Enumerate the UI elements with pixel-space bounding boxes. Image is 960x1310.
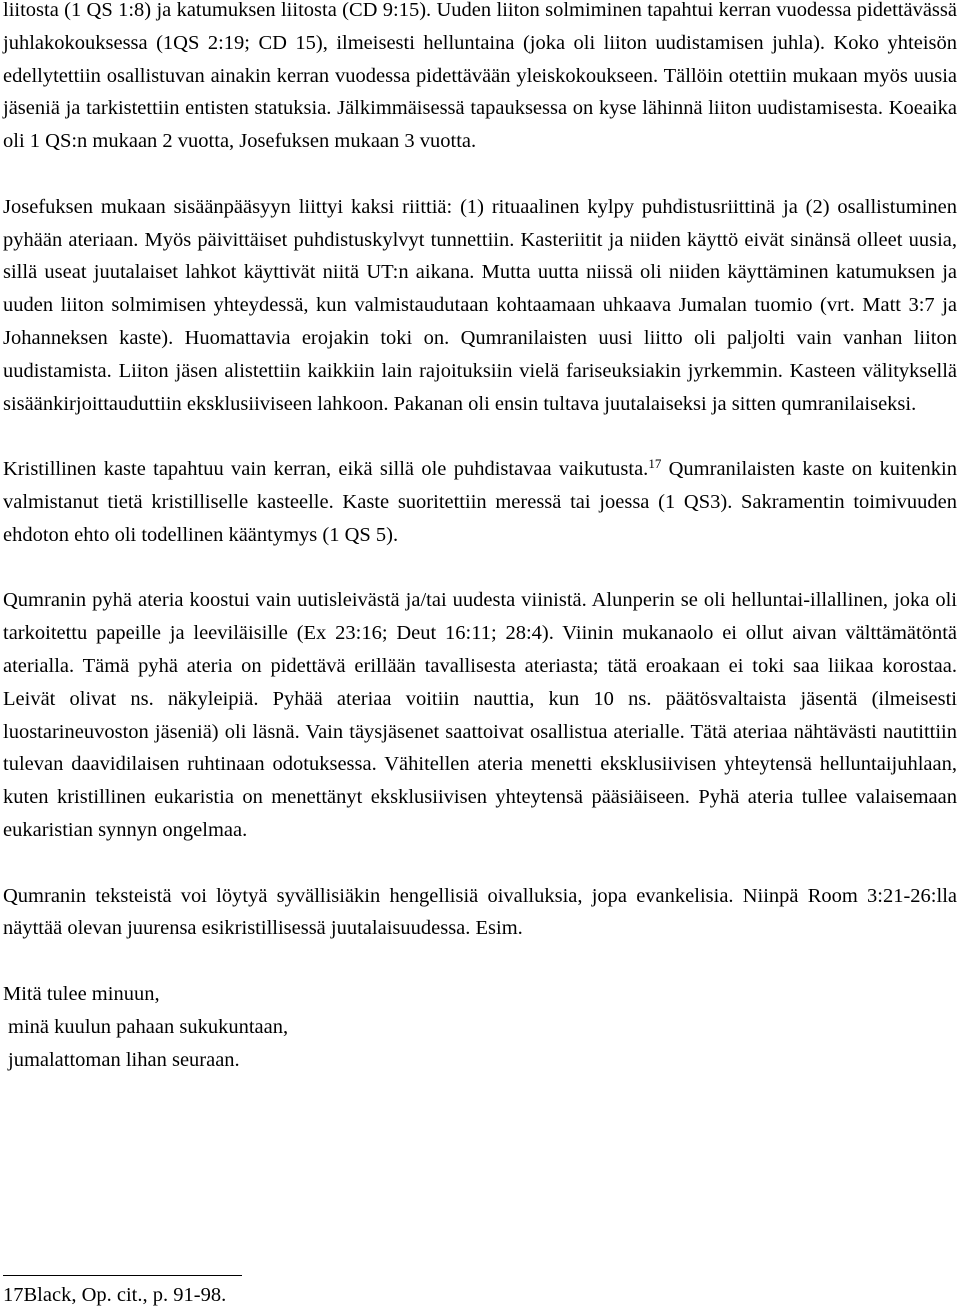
poem-line: Mitä tulee minuun,	[3, 982, 160, 1005]
paragraph-entry-rites: Josefuksen mukaan sisäänpääsyyn liittyi kaksi riittiä: (1) rituaalinen kylpy puhdistusriittinä ja (2) osallistuminen pyhään ateriaan. Myös päivittäiset puhdistuskylvyt tunnettiin. Kasteriitit ja niiden käyttö eivät sinänsä olleet uusia, sillä useat juutalaiset lahkot käyttivät niitä UT:n aikana. Mutta uutta niissä oli niiden käyttäminen katumuksen ja uuden liiton solmimisen yhteydessä, kun valmistaudutaan kohtaamaan uhkaava Jumalan tuomio (vrt. Matt 3:7 ja Johanneksen kaste). Huomattavia erojakin toki on. Qumranilaisten uusi liitto oli paljolti vain vanhan liiton uudistamista. Liiton jäsen alistettiin kaikkiin lain rajoituksiin vielä fariseuksiakin jyrkemmin. Kasteen välityksellä sisäänkirjoittauduttiin eksklusiiviseen lahkoon. Pakanan oli ensin tultava juutalaiseksi ja sitten qumranilaiseksi.	[3, 195, 957, 415]
footnote: 17Black, Op. cit., p. 91-98.	[3, 1284, 227, 1306]
poem-line: minä kuulun pahaan sukukuntaan,	[8, 1015, 289, 1038]
document-page	[3, 0, 957, 1076]
footnote-separator	[3, 1275, 242, 1276]
paragraph-spiritual-insights: Qumranin teksteistä voi löytyä syvällisiäkin hengellisiä oivalluksia, jopa evankelisia. Niinpä Room 3:21-26:lla näyttää olevan juurensa esikristillisessä juutalaisuudessa. Esim.	[3, 884, 957, 940]
paragraph-covenant-renewal: liitosta (1 QS 1:8) ja katumuksen liitosta (CD 9:15). Uuden liiton solmiminen tapahtui kerran vuodessa pidettävässä juhlakokouksessa (1QS 2:19; CD 15), ilmeisesti helluntaina (joka oli liiton uudistamisen juhla). Koko yhteisön edellytettiin osallistuvan ainakin kerran vuodessa pidettävään yleiskokoukseen. Tällöin otettiin mukaan myös uusia jäseniä ja tarkistettiin entisten statuksia. Jälkimmäisessä tapauksessa on kyse lähinnä liiton uudistamisesta. Koeaika oli 1 QS:n mukaan 2 vuotta, Josefuksen mukaan 3 vuotta.	[3, 0, 957, 153]
poem-line: jumalattoman lihan seuraan.	[8, 1048, 240, 1071]
paragraph-christian-baptism	[3, 453, 957, 551]
baptism-text-after-note: Qumranilaisten kaste on kuitenkin valmistanut tietä kristilliselle kasteelle. Kaste suoritettiin meressä tai joessa (1 QS3). Sakramentin toimivuuden ehdoton ehto oli todellinen kääntymys (1 QS 5).	[3, 458, 957, 546]
paragraph-holy-meal: Qumranin pyhä ateria koostui vain uutisleivästä ja/tai uudesta viinistä. Alunperin se oli helluntai-illallinen, joka oli tarkoitettu papeille ja leeviläisille (Ex 23:16; Deut 16:11; 28:4). Viinin mukanaolo ei ollut aivan välttämätöntä aterialla. Tämä pyhä ateria on pidettävä erillään tavallisesta ateriasta; tätä eroakaan ei toki saa liikaa korostaa. Leivät olivat ns. näkyleipiä. Pyhää ateriaa voitiin nauttia, kun 10 ns. päätösvaltaista jäsentä (ilmeisesti luostarineuvoston jäseniä) oli läsnä. Vain täysjäsenet saattoivat osallistua aterialle. Tätä ateriaa nähtävästi nautittiin tulevan daavidilaisen ruhtinaan odotuksessa. Vähitellen ateria menetti eksklusiivisen yhteytensä helluntaijuhlaan, kuten kristillinen eukaristia on menettänyt eksklusiivisen yhteytensä pääsiäiseen. Pyhä ateria tullee valaisemaan eukaristian synnyn ongelmaa.	[3, 589, 957, 841]
quoted-poem	[3, 978, 957, 1076]
footnote-reference: 17	[648, 456, 662, 472]
baptism-text-before-note: Kristillinen kaste tapahtuu vain kerran, eikä sillä ole puhdistavaa vaikutusta.	[3, 458, 649, 481]
